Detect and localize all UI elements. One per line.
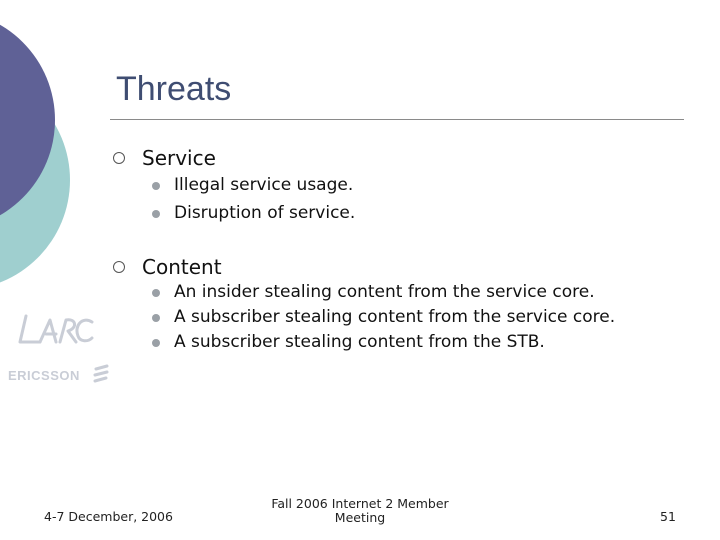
list-item: Illegal service usage. (174, 175, 354, 195)
list-item: Disruption of service. (174, 203, 356, 223)
footer-event-line2: Meeting (334, 510, 386, 525)
section-heading-content: Content (142, 255, 222, 279)
hollow-circle-bullet-icon (113, 261, 125, 273)
filled-circle-bullet-icon (152, 182, 160, 190)
ericsson-logo-text: ERICSSON (8, 368, 80, 383)
slide-title: Threats (116, 70, 232, 108)
footer-date: 4-7 December, 2006 (44, 509, 173, 524)
filled-circle-bullet-icon (152, 339, 160, 347)
list-item: An insider stealing content from the service core. (174, 282, 595, 302)
filled-circle-bullet-icon (152, 210, 160, 218)
ericsson-mark-icon (92, 364, 110, 384)
hollow-circle-bullet-icon (113, 152, 125, 164)
footer-event (260, 497, 460, 525)
list-item: A subscriber stealing content from the service core. (174, 307, 616, 327)
footer-event-line1: Fall 2006 Internet 2 Member (271, 496, 449, 511)
filled-circle-bullet-icon (152, 314, 160, 322)
section-heading-service: Service (142, 146, 216, 170)
larc-logo (14, 312, 94, 348)
title-divider (110, 119, 684, 120)
filled-circle-bullet-icon (152, 289, 160, 297)
slide-number: 51 (660, 509, 676, 524)
list-item: A subscriber stealing content from the STB. (174, 332, 545, 352)
